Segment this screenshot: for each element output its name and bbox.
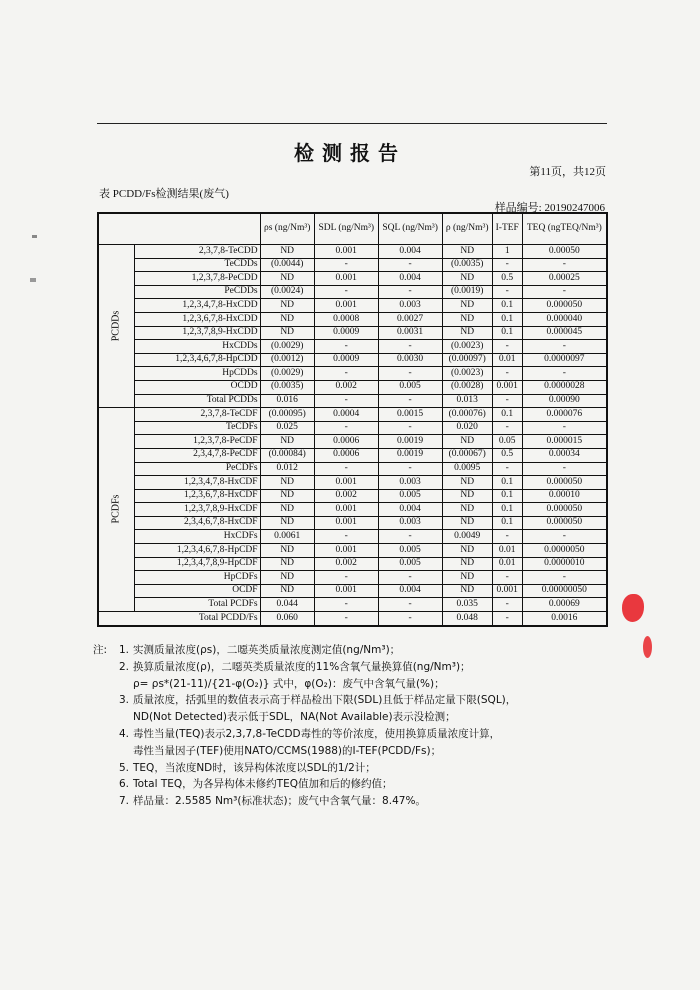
compound-name: OCDF: [134, 584, 260, 598]
table-row: [98, 571, 607, 585]
table-cell: ND: [260, 571, 314, 585]
compound-name: Total PCDDs: [134, 394, 260, 408]
compound-name: 1,2,3,4,7,8-HxCDF: [134, 476, 260, 490]
table-cell: 0.003: [378, 299, 442, 313]
red-stamp-mark: [622, 594, 644, 622]
table-cell: -: [522, 421, 607, 435]
table-row: [98, 421, 607, 435]
compound-name: OCDD: [134, 380, 260, 394]
table-cell: 0.004: [378, 503, 442, 517]
table-cell: 0.000050: [522, 299, 607, 313]
table-cell: 0.01: [492, 557, 522, 571]
table-cell: ND: [260, 476, 314, 490]
col-header: ρs (ng/Nm³): [260, 213, 314, 245]
note-item: 3. 质量浓度，括弧里的数值表示高于样品检出下限(SDL)且低于样品定量下限(SQL)，: [119, 694, 517, 707]
table-row: [98, 367, 607, 381]
table-cell: 0.0031: [378, 326, 442, 340]
table-cell: 0.001: [314, 476, 378, 490]
table-cell: ND: [442, 584, 492, 598]
table-cell: (0.0035): [260, 380, 314, 394]
compound-name: 2,3,4,6,7,8-HxCDF: [134, 516, 260, 530]
note-item: 1. 实测质量浓度(ρs)，二噁英类质量浓度测定值(ng/Nm³)；: [119, 644, 401, 656]
compound-name: 1,2,3,4,7,8,9-HpCDF: [134, 557, 260, 571]
table-cell: 0.0027: [378, 312, 442, 326]
table-cell: ND: [260, 299, 314, 313]
compound-name: 1,2,3,6,7,8-HxCDD: [134, 312, 260, 326]
table-cell: 0.000040: [522, 312, 607, 326]
col-header: SDL (ng/Nm³): [314, 213, 378, 245]
table-cell: (0.00097): [442, 353, 492, 367]
group-label-text: PCDFs: [110, 494, 122, 524]
note-item: 6. Total TEQ，为各异构体未修约TEQ值加和后的修约值；: [119, 778, 393, 791]
table-cell: -: [378, 394, 442, 408]
table-row: [98, 394, 607, 408]
table-cell: -: [522, 571, 607, 585]
table-cell: -: [378, 340, 442, 354]
table-cell: ND: [442, 326, 492, 340]
table-row: [98, 326, 607, 340]
table-cell: ND: [442, 503, 492, 517]
table-cell: -: [314, 462, 378, 476]
table-header-row: [98, 213, 607, 245]
compound-name: PeCDDs: [134, 285, 260, 299]
note-item: 4. 毒性当量(TEQ)表示2,3,7,8-TeCDD毒性的等价浓度，使用换算质量浓度计算，: [119, 727, 501, 740]
note-item: ρ= ρs*(21-11)/{21-φ(O₂)} 式中，φ(O₂)：废气中含氧气量(%)；: [133, 677, 445, 690]
table-row: [98, 380, 607, 394]
table-cell: 0.004: [378, 272, 442, 286]
table-cell: 0.004: [378, 245, 442, 259]
red-stamp-mark: [643, 636, 652, 658]
table-cell: 0.003: [378, 516, 442, 530]
table-cell: -: [492, 340, 522, 354]
table-cell: -: [378, 612, 442, 626]
table-cell: -: [522, 285, 607, 299]
table-cell: ND: [442, 476, 492, 490]
table-cell: -: [314, 258, 378, 272]
table-cell: ND: [260, 326, 314, 340]
table-cell: 0.013: [442, 394, 492, 408]
table-cell: ND: [442, 299, 492, 313]
table-cell: 0.000076: [522, 408, 607, 422]
table-cell: 0.1: [492, 326, 522, 340]
table-row: [98, 299, 607, 313]
table-cell: 1: [492, 245, 522, 259]
table-cell: 0.005: [378, 557, 442, 571]
table-cell: ND: [260, 544, 314, 558]
group-label: [98, 245, 134, 408]
table-row: [98, 435, 607, 449]
table-cell: 0.1: [492, 516, 522, 530]
table-cell: 0.001: [314, 516, 378, 530]
compound-name: PeCDFs: [134, 462, 260, 476]
table-cell: ND: [442, 557, 492, 571]
table-row: [98, 448, 607, 462]
table-cell: ND: [260, 516, 314, 530]
table-row: [98, 285, 607, 299]
table-cell: 0.060: [260, 612, 314, 626]
table-cell: 0.00034: [522, 448, 607, 462]
table-cell: (0.0019): [442, 285, 492, 299]
table-cell: -: [522, 340, 607, 354]
table-cell: (0.00095): [260, 408, 314, 422]
table-cell: (0.0029): [260, 340, 314, 354]
group-label-text: PCDDs: [110, 310, 122, 342]
table-cell: ND: [442, 435, 492, 449]
table-cell: ND: [260, 557, 314, 571]
compound-name: TeCDDs: [134, 258, 260, 272]
compound-name: 2,3,4,7,8-PeCDF: [134, 448, 260, 462]
compound-name: HxCDFs: [134, 530, 260, 544]
table-cell: (0.0023): [442, 367, 492, 381]
note-item: 毒性当量因子(TEF)使用NATO/CCMS(1988)的I-TEF(PCDD/Fs)；: [133, 744, 442, 757]
table-row: [98, 598, 607, 612]
table-cell: ND: [260, 489, 314, 503]
table-cell: 0.0019: [378, 448, 442, 462]
table-cell: -: [522, 258, 607, 272]
page-number: 第11页，共12页: [529, 166, 606, 178]
compound-name: 1,2,3,4,6,7,8-HpCDF: [134, 544, 260, 558]
table-cell: 0.1: [492, 476, 522, 490]
table-cell: 0.000050: [522, 516, 607, 530]
table-row: [98, 353, 607, 367]
table-cell: -: [314, 571, 378, 585]
table-cell: (0.0012): [260, 353, 314, 367]
table-cell: 0.005: [378, 544, 442, 558]
table-row: [98, 408, 607, 422]
table-cell: 0.000045: [522, 326, 607, 340]
table-cell: ND: [442, 571, 492, 585]
table-cell: 0.000050: [522, 476, 607, 490]
table-cell: ND: [260, 503, 314, 517]
table-cell: -: [378, 530, 442, 544]
compound-name: 1,2,3,4,6,7,8-HpCDD: [134, 353, 260, 367]
table-cell: ND: [442, 312, 492, 326]
table-row: [98, 516, 607, 530]
compound-name: 2,3,7,8-TeCDD: [134, 245, 260, 259]
table-cell: 0.001: [314, 503, 378, 517]
table-cell: 0.001: [492, 584, 522, 598]
table-cell: -: [378, 285, 442, 299]
table-cell: 0.5: [492, 272, 522, 286]
table-cell: (0.0044): [260, 258, 314, 272]
table-cell: 0.005: [378, 380, 442, 394]
table-cell: 0.1: [492, 299, 522, 313]
table-cell: 0.020: [442, 421, 492, 435]
total-row: [98, 612, 607, 626]
table-row: [98, 530, 607, 544]
table-cell: ND: [442, 544, 492, 558]
table-cell: ND: [442, 245, 492, 259]
table-cell: -: [492, 612, 522, 626]
table-cell: -: [378, 462, 442, 476]
table-cell: 0.05: [492, 435, 522, 449]
table-cell: 0.5: [492, 448, 522, 462]
table-cell: 0.044: [260, 598, 314, 612]
table-row: [98, 489, 607, 503]
table-row: [98, 272, 607, 286]
table-cell: 0.0006: [314, 435, 378, 449]
table-cell: 0.1: [492, 489, 522, 503]
table-cell: -: [378, 598, 442, 612]
table-cell: 0.0000050: [522, 544, 607, 558]
table-cell: 0.000015: [522, 435, 607, 449]
compound-name: 1,2,3,7,8,9-HxCDF: [134, 503, 260, 517]
scan-mark: [32, 235, 37, 238]
table-row: [98, 544, 607, 558]
table-cell: 0.035: [442, 598, 492, 612]
scan-mark: [30, 278, 36, 282]
compound-name: HpCDFs: [134, 571, 260, 585]
table-caption: 表 PCDD/Fs检测结果(废气): [99, 188, 229, 200]
table-cell: 0.048: [442, 612, 492, 626]
table-cell: 0.016: [260, 394, 314, 408]
table-cell: 0.0019: [378, 435, 442, 449]
table-cell: 0.000050: [522, 503, 607, 517]
table-cell: 0.0061: [260, 530, 314, 544]
table-row: [98, 462, 607, 476]
table-cell: 0.001: [314, 299, 378, 313]
table-cell: -: [314, 285, 378, 299]
table-cell: 0.0000097: [522, 353, 607, 367]
compound-name: 1,2,3,7,8-PeCDF: [134, 435, 260, 449]
header-rule: [97, 123, 607, 124]
table-cell: 0.0006: [314, 448, 378, 462]
table-cell: (0.0023): [442, 340, 492, 354]
table-cell: (0.00067): [442, 448, 492, 462]
table-cell: 0.0000010: [522, 557, 607, 571]
table-cell: -: [314, 421, 378, 435]
table-cell: 0.0030: [378, 353, 442, 367]
table-cell: -: [314, 340, 378, 354]
table-row: [98, 340, 607, 354]
col-header: TEQ (ngTEQ/Nm³): [522, 213, 607, 245]
table-cell: -: [314, 530, 378, 544]
table-cell: -: [492, 367, 522, 381]
note-item: ND(Not Detected)表示低于SDL，NA(Not Available)表示没检测；: [133, 711, 456, 724]
table-row: [98, 503, 607, 517]
compound-name: HxCDDs: [134, 340, 260, 354]
table-cell: (0.0029): [260, 367, 314, 381]
compound-name: 1,2,3,4,7,8-HxCDD: [134, 299, 260, 313]
table-cell: 0.012: [260, 462, 314, 476]
table-cell: 0.005: [378, 489, 442, 503]
table-cell: 0.001: [314, 245, 378, 259]
table-cell: ND: [442, 272, 492, 286]
table-cell: 0.0004: [314, 408, 378, 422]
compound-name: TeCDFs: [134, 421, 260, 435]
table-cell: ND: [260, 435, 314, 449]
header-blank: [98, 213, 260, 245]
table-cell: 0.0000028: [522, 380, 607, 394]
table-cell: 0.003: [378, 476, 442, 490]
table-cell: 0.0095: [442, 462, 492, 476]
table-cell: -: [492, 530, 522, 544]
table-cell: 0.1: [492, 503, 522, 517]
table-cell: -: [378, 258, 442, 272]
table-cell: 0.1: [492, 312, 522, 326]
compound-name: HpCDDs: [134, 367, 260, 381]
results-table: [97, 212, 608, 627]
table-row: [98, 245, 607, 259]
table-cell: (0.0024): [260, 285, 314, 299]
table-row: [98, 476, 607, 490]
compound-name: 1,2,3,7,8,9-HxCDD: [134, 326, 260, 340]
table-cell: -: [492, 462, 522, 476]
table-cell: 0.002: [314, 489, 378, 503]
table-cell: -: [492, 285, 522, 299]
notes-list: [119, 642, 639, 810]
table-cell: 0.00000050: [522, 584, 607, 598]
table-cell: (0.0035): [442, 258, 492, 272]
table-cell: 0.001: [314, 544, 378, 558]
compound-name: Total PCDD/Fs: [98, 612, 260, 626]
table-row: [98, 584, 607, 598]
table-cell: (0.00076): [442, 408, 492, 422]
table-cell: -: [522, 530, 607, 544]
table-cell: -: [522, 462, 607, 476]
table-cell: -: [492, 394, 522, 408]
table-cell: 0.00069: [522, 598, 607, 612]
table-cell: 0.01: [492, 544, 522, 558]
compound-name: 1,2,3,7,8-PeCDD: [134, 272, 260, 286]
table-cell: 0.0016: [522, 612, 607, 626]
table-cell: ND: [260, 245, 314, 259]
table-cell: 0.0015: [378, 408, 442, 422]
table-cell: 0.025: [260, 421, 314, 435]
col-header: SQL (ng/Nm³): [378, 213, 442, 245]
note-item: 5. TEQ，当浓度ND时，该异构体浓度以SDL的1/2计；: [119, 761, 376, 774]
note-item: 2. 换算质量浓度(ρ)，二噁英类质量浓度的11%含氧气量换算值(ng/Nm³)；: [119, 660, 471, 673]
col-header: ρ (ng/Nm³): [442, 213, 492, 245]
table-cell: -: [314, 394, 378, 408]
table-cell: 0.0009: [314, 353, 378, 367]
table-cell: 0.0049: [442, 530, 492, 544]
table-cell: ND: [442, 489, 492, 503]
table-cell: ND: [260, 272, 314, 286]
table-cell: -: [492, 571, 522, 585]
table-cell: ND: [260, 312, 314, 326]
table-cell: 0.0009: [314, 326, 378, 340]
table-cell: 0.00010: [522, 489, 607, 503]
compound-name: Total PCDFs: [134, 598, 260, 612]
table-cell: -: [314, 612, 378, 626]
sample-number: 样品编号: 20190247006: [494, 202, 605, 214]
table-cell: -: [314, 598, 378, 612]
table-cell: 0.001: [314, 272, 378, 286]
table-cell: -: [522, 367, 607, 381]
compound-name: 2,3,7,8-TeCDF: [134, 408, 260, 422]
table-row: [98, 557, 607, 571]
table-row: [98, 258, 607, 272]
table-cell: -: [378, 421, 442, 435]
group-label: [98, 408, 134, 612]
table-cell: (0.00084): [260, 448, 314, 462]
col-header: I-TEF: [492, 213, 522, 245]
table-cell: 0.002: [314, 557, 378, 571]
table-cell: 0.004: [378, 584, 442, 598]
table-cell: ND: [260, 584, 314, 598]
table-cell: 0.01: [492, 353, 522, 367]
note-item: 7. 样品量：2.5585 Nm³(标准状态)；废气中含氧气量：8.47%。: [119, 795, 426, 808]
page-title: 检测报告: [294, 141, 406, 165]
table-cell: ND: [442, 516, 492, 530]
table-cell: 0.1: [492, 408, 522, 422]
table-cell: -: [492, 598, 522, 612]
table-cell: -: [492, 421, 522, 435]
table-cell: 0.0008: [314, 312, 378, 326]
table-cell: 0.002: [314, 380, 378, 394]
table-cell: 0.00025: [522, 272, 607, 286]
table-cell: -: [492, 258, 522, 272]
notes-label: 注:: [93, 644, 108, 656]
table-cell: -: [378, 367, 442, 381]
table-cell: 0.001: [492, 380, 522, 394]
table-cell: 0.00050: [522, 245, 607, 259]
compound-name: 1,2,3,6,7,8-HxCDF: [134, 489, 260, 503]
table-cell: -: [378, 571, 442, 585]
table-row: [98, 312, 607, 326]
table-cell: (0.0028): [442, 380, 492, 394]
table-cell: 0.00090: [522, 394, 607, 408]
table-cell: -: [314, 367, 378, 381]
table-cell: 0.001: [314, 584, 378, 598]
